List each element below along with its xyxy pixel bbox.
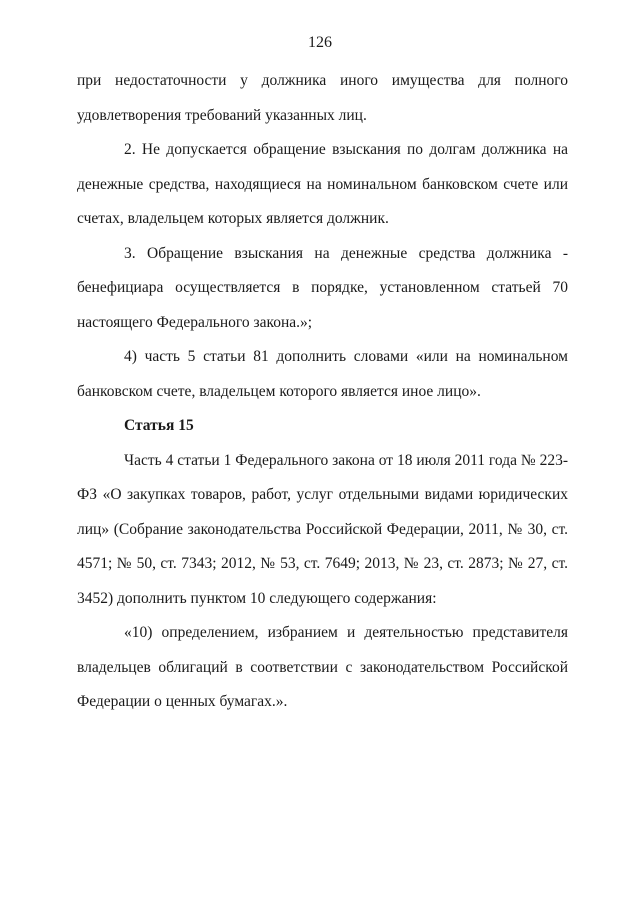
paragraph-article-15-body: Часть 4 статьи 1 Федерального закона от 18 июля 2011 года № 223-ФЗ «О закупках товаров, работ, услуг отдельными видами юридических лиц» (Собрание законодательства Российской Федерации, 2011, № 30, ст. 4571; № 50, ст. 7343; 2012, № 53, ст. 7649; 2013, № 23, ст. 2873; № 27, ст. 3452) дополнить пунктом 10 следующего содержания:	[77, 451, 568, 607]
paragraph-item-3: 3. Обращение взыскания на денежные средства должника - бенефициара осуществляется в порядке, установленном статьей 70 настоящего Федерального закона.»;	[77, 244, 568, 331]
page-number: 126	[308, 34, 332, 51]
paragraph-item-4: 4) часть 5 статьи 81 дополнить словами «или на номинальном банковском счете, владельцем которого является иное лицо».	[77, 348, 568, 400]
paragraph-continuation: при недостаточности у должника иного имущества для полного удовлетворения требований указанных лиц.	[77, 72, 568, 124]
document-body	[77, 64, 568, 720]
article-heading: Статья 15	[124, 417, 194, 434]
paragraph-item-2: 2. Не допускается обращение взыскания по долгам должника на денежные средства, находящиеся на номинальном банковском счете или счетах, владельцем которых является должник.	[77, 141, 568, 227]
paragraph-item-10: «10) определением, избранием и деятельностью представителя владельцев облигаций в соответствии с законодательством Российской Федерации о ценных бумагах.».	[77, 624, 568, 710]
